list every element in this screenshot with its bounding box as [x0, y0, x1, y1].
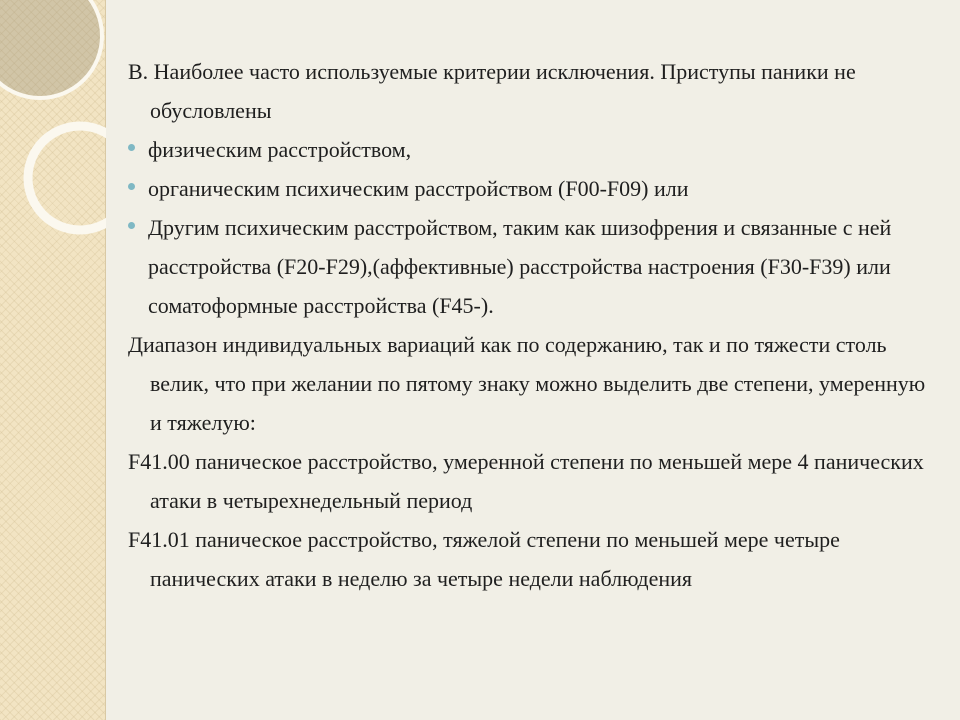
bullet-item-physical: [128, 130, 938, 169]
code-f41-00-paragraph: F41.00 паническое расстройство, умеренной степени по меньшей мере 4 панических атаки в четырехнедельный период: [128, 449, 924, 513]
code-f41-01-paragraph: F41.01 паническое расстройство, тяжелой степени по меньшей мере четыре панических атаки в неделю за четыре недели наблюдения: [128, 527, 840, 591]
decorative-rings-graphic: [0, 0, 106, 720]
bullet-dot-icon: [128, 144, 135, 151]
range-paragraph: Диапазон индивидуальных вариаций как по содержанию, так и по тяжести столь велик, что при желании по пятому знаку можно выделить две степени, умеренную и тяжелую:: [128, 332, 926, 435]
bullet-item-other-mental: [128, 208, 938, 325]
bullet-text: физическим расстройством,: [148, 137, 412, 162]
bullet-text: органическим психическим расстройством (F00-F09) или: [148, 176, 689, 201]
bullet-dot-icon: [128, 183, 135, 190]
bullet-text: Другим психическим расстройством, таким как шизофрения и связанные с ней расстройства (F20-F29),(аффективные) расстройства настроения (F30-F39) или соматоформные расстройства (F45-).: [148, 215, 892, 318]
bullet-item-organic: [128, 169, 938, 208]
decorative-sidebar: [0, 0, 106, 720]
intro-paragraph: B. Наиболее часто используемые критерии исключения. Приступы паники не обусловлены: [128, 59, 856, 123]
bullet-dot-icon: [128, 222, 135, 229]
slide-content: [128, 52, 938, 598]
